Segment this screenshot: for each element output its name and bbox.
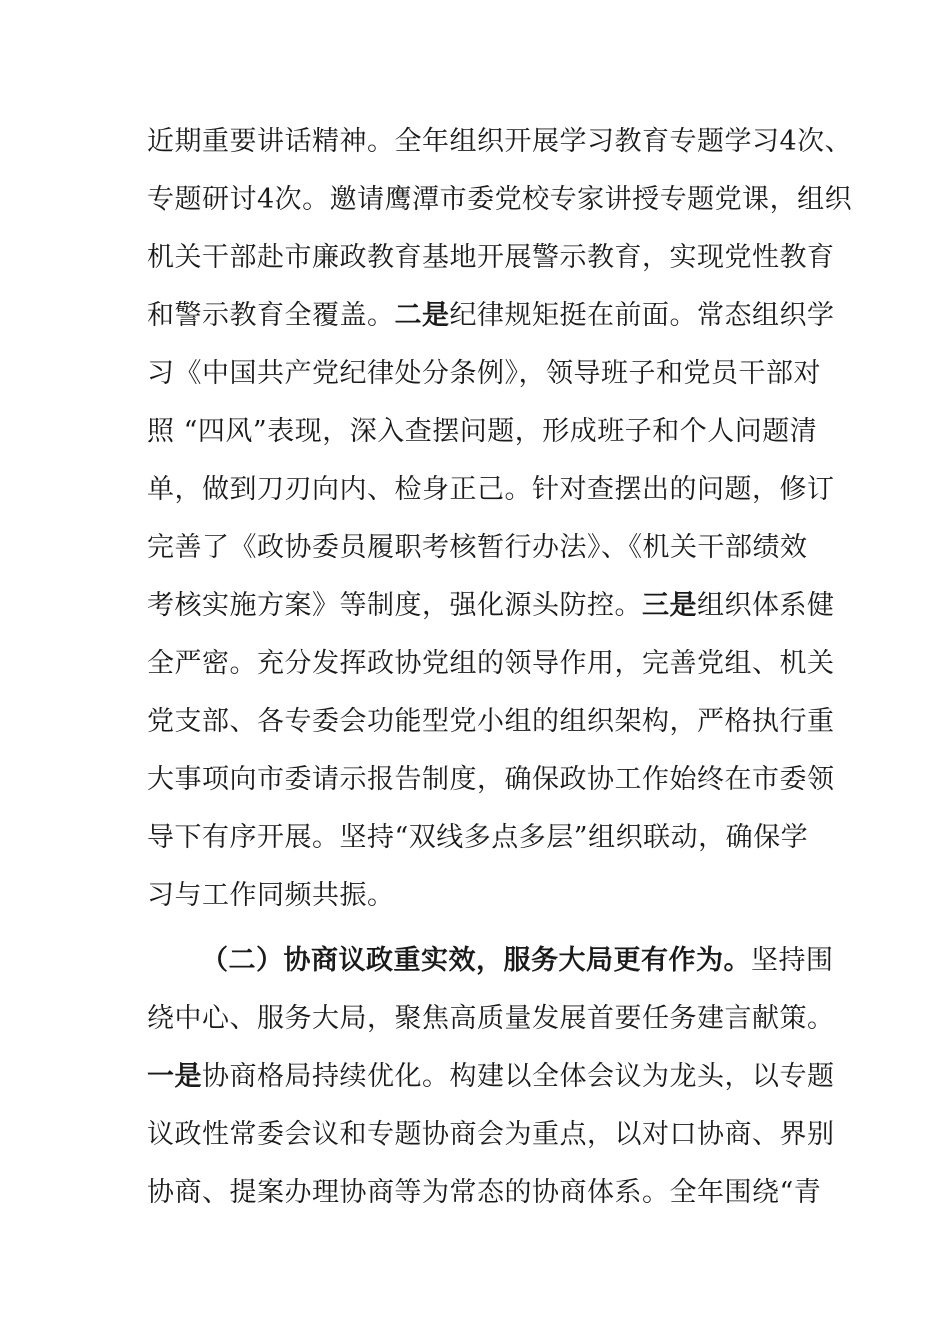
- body-text-line: 一是协商格局持续优化。构建以全体会议为龙头，以专题: [147, 1061, 835, 1092]
- body-text-line: 单，做到刀刃向内、检身正己。针对查摆出的问题，修订: [147, 474, 835, 505]
- body-text-line: 党支部、各专委会功能型党小组的组织架构，严格执行重: [147, 706, 835, 737]
- body-text-line: 导下有序开展。坚持“双线多点多层”组织联动，确保学: [147, 822, 809, 853]
- body-text-line: 照 “四风”表现，深入查摆问题，形成班子和个人问题清: [147, 416, 818, 447]
- bold-lead-text: 二是: [394, 300, 450, 331]
- bold-lead-text: 三是: [642, 590, 697, 621]
- body-text-line: 绕中心、服务大局，聚焦高质量发展首要任务建言献策。: [147, 1003, 835, 1034]
- body-text-line: 协商、提案办理协商等为常态的协商体系。全年围绕“青: [147, 1177, 822, 1208]
- body-text-line: 机关干部赴市廉政教育基地开展警示教育，实现党性教育: [147, 242, 835, 273]
- body-text-line: 大事项向市委请示报告制度，确保政协工作始终在市委领: [147, 764, 835, 795]
- body-text-line: 完善了《政协委员履职考核暂行办法》、《机关干部绩效: [147, 532, 808, 563]
- body-text-line: 习与工作同频共振。: [147, 880, 395, 911]
- body-text-line: 全严密。充分发挥政协党组的领导作用，完善党组、机关: [147, 648, 835, 679]
- body-text-line: 和警示教育全覆盖。二是纪律规矩挺在前面。常态组织学: [147, 300, 835, 331]
- section-heading-line: （二）协商议政重实效，服务大局更有作为。坚持围: [201, 945, 834, 976]
- body-text-line: 专题研讨4次。邀请鹰潭市委党校专家讲授专题党课，组织: [147, 184, 853, 215]
- bold-lead-text: 一是: [147, 1061, 202, 1092]
- body-text-line: 考核实施方案》等制度，强化源头防控。三是组织体系健: [147, 590, 835, 621]
- section-heading: （二）协商议政重实效，服务大局更有作为。: [201, 945, 751, 976]
- body-text-line: 议政性常委会议和专题协商会为重点，以对口协商、界别: [147, 1119, 835, 1150]
- body-text-line: 近期重要讲话精神。全年组织开展学习教育专题学习4次、: [147, 126, 853, 157]
- body-text-line: 习《中国共产党纪律处分条例》，领导班子和党员干部对: [147, 358, 821, 389]
